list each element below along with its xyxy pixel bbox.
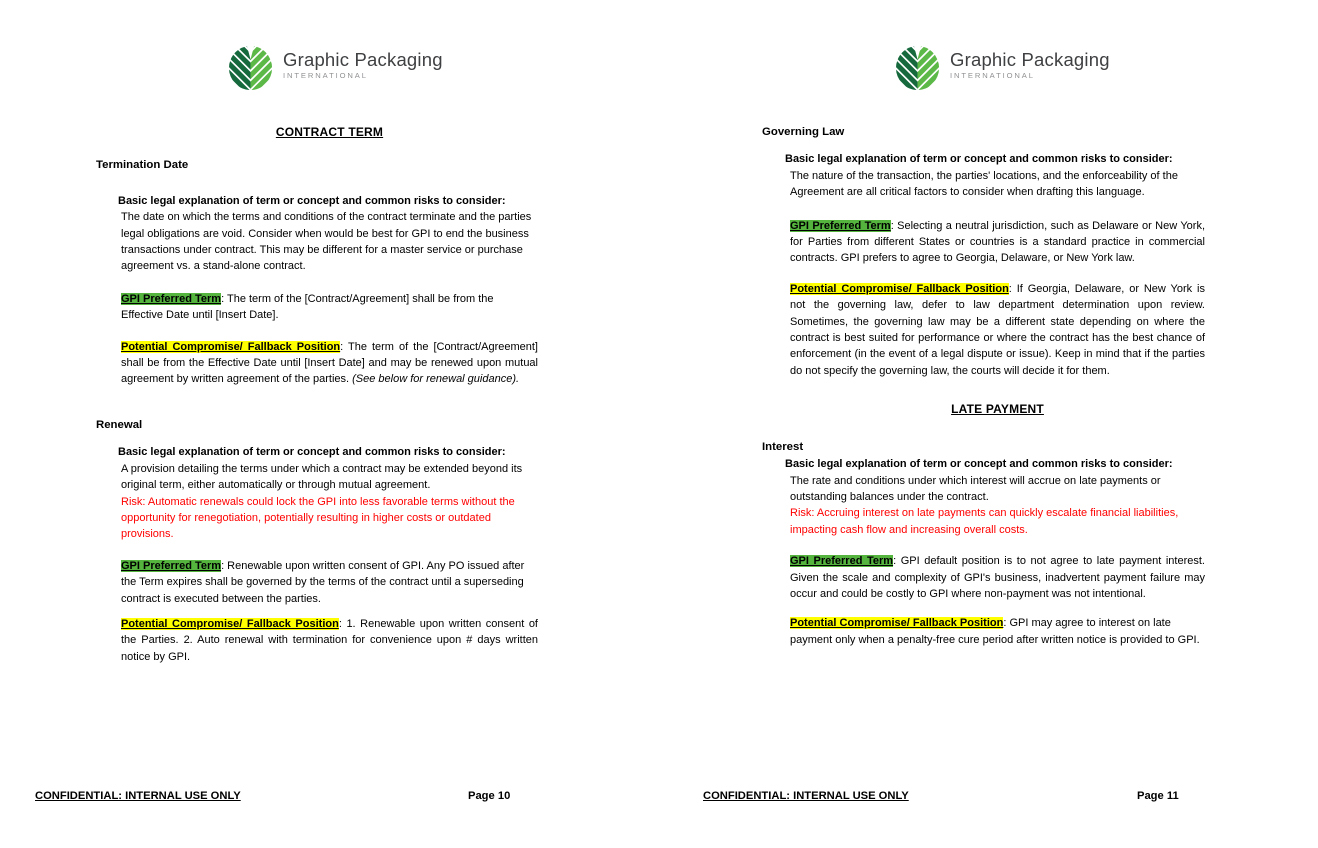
gpi-preferred-term-text: : Renewable upon written consent of GPI. Any PO issued after the Term expires shall be governed by the terms of the contract until a superseding contract is executed between the parties.: [121, 559, 525, 605]
page-title-contract-term: CONTRACT TERM: [275, 125, 384, 139]
fallback-position-paragraph: [121, 339, 538, 388]
page-number: Page 10: [468, 790, 511, 802]
gpi-logo-text: [950, 44, 1110, 80]
gpi-logo-subtitle: INTERNATIONAL: [950, 71, 1035, 80]
explanation-text: The date on which the terms and conditions of the contract terminate and the parties legal obligations are void. Consider when would be best for GPI to end the business transactions under contract. This may be different for a master service or purchase agreement vs. a stand-alone contract.: [121, 211, 532, 273]
section-heading-interest: Interest: [762, 440, 804, 453]
gpi-logo-brand: Graphic Packaging: [283, 49, 443, 70]
gpi-preferred-term-paragraph: [121, 558, 538, 607]
fallback-position-text: : If Georgia, Delaware, or New York is not the governing law, defer to law department determination upon review. Sometimes, the governing law may be a different state depending on where the contract is best suited for performance or where the contract has the best chance of enforcement (in the event of a legal dispute or issue). Keep in mind that if the parties do not specify the governing law, the courts will decide it for them.: [790, 282, 1205, 377]
page-left-content: [96, 124, 538, 665]
basic-explanation-label: Basic legal explanation of term or concept and common risks to consider:: [118, 194, 506, 207]
page-right-content: [762, 124, 1205, 648]
fallback-position-paragraph: [121, 616, 538, 665]
risk-note: Risk: Accruing interest on late payments can quickly escalate financial liabilities, impacting cash flow and increasing overall costs.: [790, 507, 1179, 536]
fallback-position-text: : The term of the [Contract/Agreement] shall be from the Effective Date until [Insert Date] and may be renewed upon mutual agreement by written agreement of the parties.: [121, 340, 538, 386]
risk-note: Risk: Automatic renewals could lock the GPI into less favorable terms without the opportunity for renegotiation, potentially resulting in higher costs or outdated provisions.: [121, 495, 515, 541]
gpi-preferred-term-text: : Selecting a neutral jurisdiction, such as Delaware or New York, for Parties from different States or countries is a standard practice in commercial contracts. GPI prefers to agree to Georgia, Delaware, or New York law.: [790, 219, 1205, 265]
section-heading-termination-date: Termination Date: [96, 159, 189, 172]
gpi-logo-subtitle: INTERNATIONAL: [283, 71, 368, 80]
confidential-footer: CONFIDENTIAL: INTERNAL USE ONLY: [703, 790, 909, 802]
fallback-position-note: (See below for renewal guidance).: [352, 373, 520, 386]
gpi-preferred-term-paragraph: [121, 291, 538, 324]
gpi-logo: [895, 44, 1110, 92]
explanation-body: The rate and conditions under which interest will accrue on late payments or outstanding balances under the contract.: [790, 474, 1161, 503]
gpi-preferred-term-label: GPI Preferred Term: [790, 555, 894, 568]
explanation-text: [790, 473, 1205, 539]
fallback-position-label: Potential Compromise/ Fallback Position: [790, 282, 1009, 295]
basic-explanation-label: Basic legal explanation of term or concept and common risks to consider:: [785, 153, 1173, 166]
page-title-late-payment: LATE PAYMENT: [951, 402, 1044, 417]
gpi-preferred-term-text: : The term of the [Contract/Agreement] shall be from the Effective Date until [Insert Date].: [121, 292, 494, 322]
explanation-text: [121, 461, 538, 543]
gpi-logo: [228, 44, 443, 92]
fallback-position-label: Potential Compromise/ Fallback Position: [121, 617, 339, 630]
gpi-leaf-icon: [895, 44, 941, 92]
page-number: Page 11: [1137, 790, 1179, 802]
confidential-footer: CONFIDENTIAL: INTERNAL USE ONLY: [35, 790, 241, 802]
gpi-logo-brand: Graphic Packaging: [950, 49, 1110, 70]
gpi-leaf-icon: [228, 44, 274, 92]
explanation-text: The nature of the transaction, the parties' locations, and the enforceability of the Agreement are all critical factors to consider when drafting this language.: [790, 169, 1178, 199]
basic-explanation-label: Basic legal explanation of term or concept and common risks to consider:: [118, 446, 506, 459]
fallback-position-label: Potential Compromise/ Fallback Position: [790, 617, 1004, 630]
fallback-position-text: : 1. Renewable upon written consent of the Parties. 2. Auto renewal with termination for convenience upon # days written notice by GPI.: [121, 617, 538, 663]
fallback-position-paragraph: [790, 615, 1205, 648]
gpi-preferred-term-label: GPI Preferred Term: [121, 292, 222, 305]
gpi-preferred-term-text: : GPI default position is to not agree to late payment interest. Given the scale and complexity of GPI's business, inadvertent payment failure may occur and could be costly to GPI where non-payment was not intentional.: [790, 555, 1205, 600]
section-heading-governing-law: Governing Law: [762, 126, 845, 138]
basic-explanation-label: Basic legal explanation of term or concept and common risks to consider:: [785, 458, 1173, 471]
gpi-preferred-term-label: GPI Preferred Term: [121, 559, 222, 572]
document-page-right: [659, 0, 1318, 848]
gpi-preferred-term-label: GPI Preferred Term: [790, 219, 891, 232]
fallback-position-label: Potential Compromise/ Fallback Position: [121, 340, 341, 353]
gpi-preferred-term-paragraph: [790, 553, 1205, 602]
fallback-position-paragraph: [790, 281, 1205, 379]
gpi-preferred-term-paragraph: [790, 218, 1205, 267]
gpi-logo-text: [283, 44, 443, 80]
section-heading-renewal: Renewal: [96, 418, 143, 431]
explanation-body: A provision detailing the terms under which a contract may be extended beyond its original term, either automatically or through mutual agreement.: [121, 462, 523, 492]
fallback-position-text: : GPI may agree to interest on late payment only when a penalty-free cure period after written notice is provided to GPI.: [790, 617, 1200, 646]
